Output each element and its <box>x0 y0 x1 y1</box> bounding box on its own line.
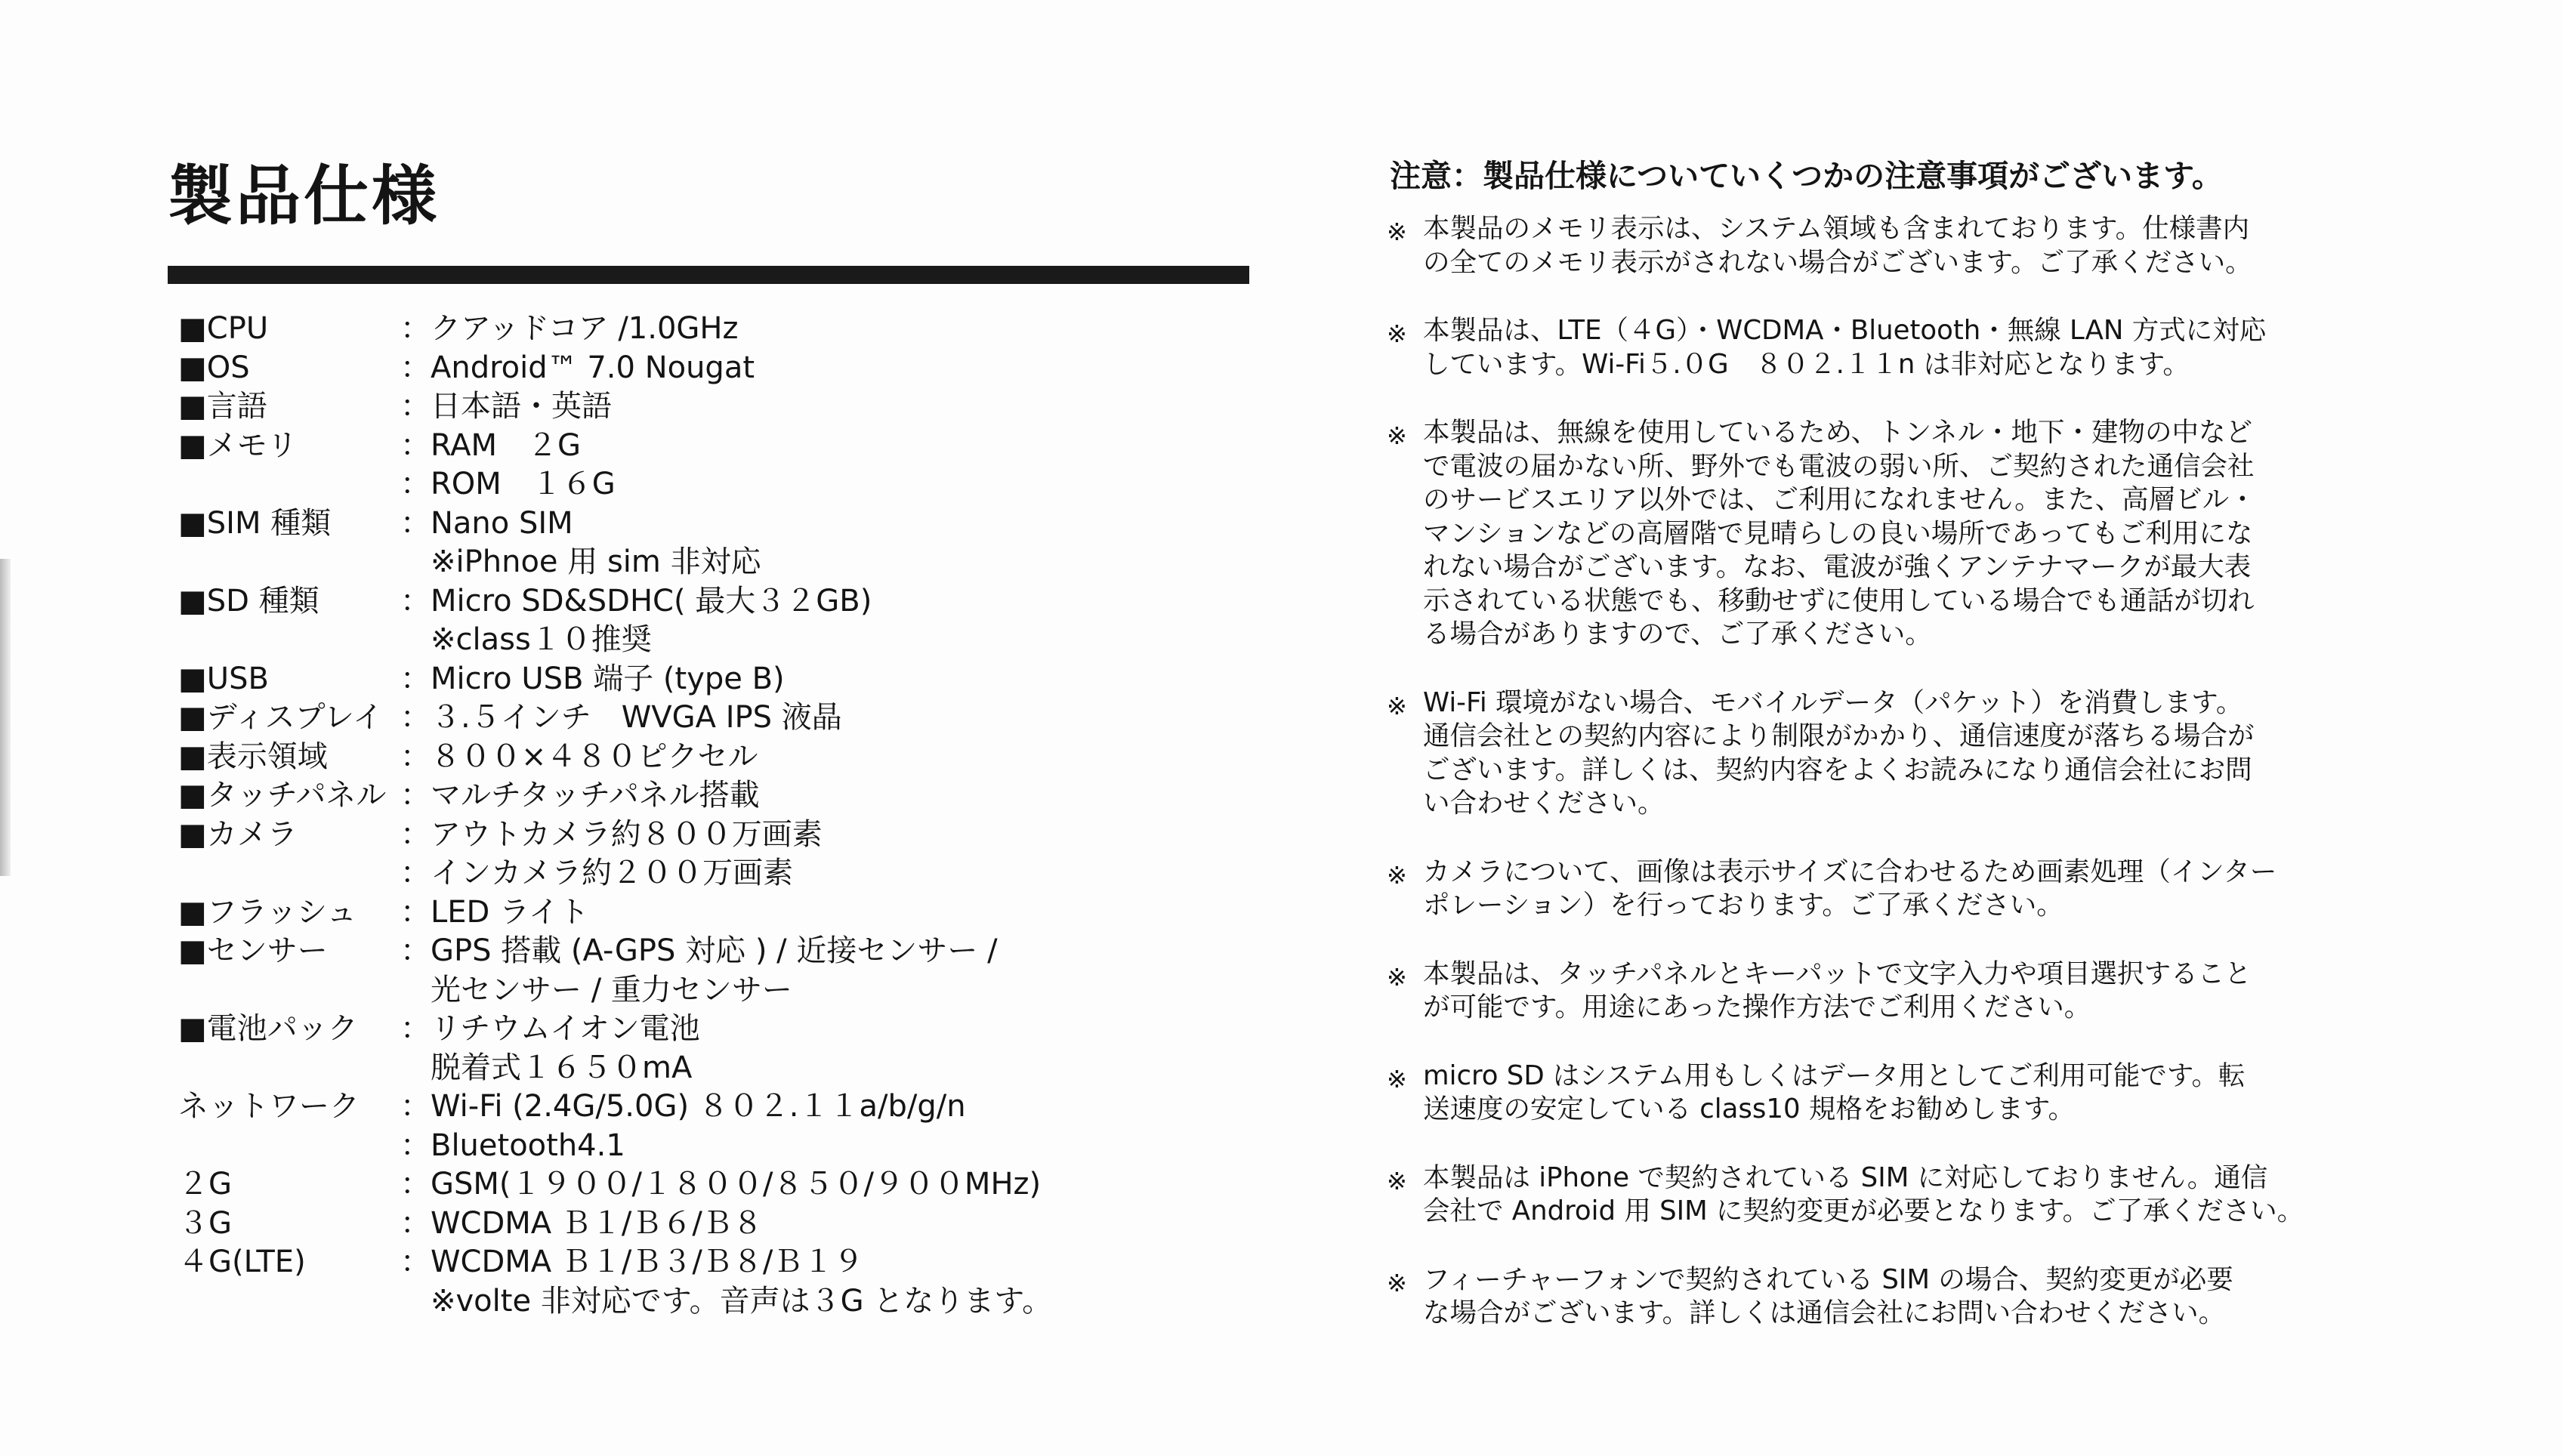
spec-row <box>178 310 1251 349</box>
reference-mark-icon: ※ <box>1387 1268 1407 1297</box>
spec-row <box>178 699 1251 738</box>
notice-text-line: が可能です。用途にあった操作方法でご利用ください。 <box>1423 992 2091 1023</box>
notice-text-line: しています。Wi-Fi５.０G ８０２.１１n は非対応となります。 <box>1423 348 2190 380</box>
notice-text <box>1423 958 2308 1025</box>
notice-item <box>1387 1060 2308 1127</box>
notice-text-line: 本製品は、LTE（４G）・WCDMA・Bluetooth・無線 LAN 方式に対応 <box>1423 315 2267 346</box>
notice-text-line: フィーチャーフォンで契約されている SIM の場合、契約変更が必要 <box>1423 1263 2233 1295</box>
notice-text-line: い合わせください。 <box>1423 788 1665 819</box>
spec-value <box>400 816 1251 893</box>
spec-value-line: 光センサー / 重力センサー <box>400 972 792 1007</box>
spec-label: ■カメラ <box>178 816 298 852</box>
spec-label: ネットワーク <box>178 1089 360 1124</box>
spec-value <box>400 1010 1251 1087</box>
spec-row <box>178 660 1251 699</box>
spec-label: ■SIM 種類 <box>178 505 332 541</box>
spec-value-line: ：Micro USB 端子 (type B) <box>400 661 785 696</box>
spec-label: ２G <box>178 1167 232 1202</box>
spec-value-line: ：LED ライト <box>400 894 589 930</box>
reference-mark-icon: ※ <box>1387 860 1407 890</box>
spec-label: ３G <box>178 1205 232 1241</box>
spec-value-line: ※iPhnoe 用 sim 非対応 <box>400 544 761 579</box>
spec-value <box>400 932 1251 1010</box>
spec-value <box>400 699 1251 738</box>
notice-item <box>1387 958 2308 1025</box>
reference-mark-icon: ※ <box>1387 691 1407 720</box>
spec-label: ■センサー <box>178 933 328 968</box>
spec-value <box>400 427 1251 504</box>
spec-value-line: ：RAM ２G <box>400 427 582 463</box>
notice-text-line: の全てのメモリ表示がされない場合がございます。ご了承ください。 <box>1423 246 2252 278</box>
notice-text-line: 本製品のメモリ表示は、システム領域も含まれております。仕様書内 <box>1423 213 2250 244</box>
notice-text <box>1423 1060 2308 1127</box>
spec-row <box>178 387 1251 427</box>
spec-value-line: ：日本語・英語 <box>400 389 612 424</box>
notice-text <box>1423 1263 2308 1331</box>
spec-value-line: ：Android™ 7.0 Nougat <box>400 350 755 385</box>
notice-text-line: マンションなどの高層階で見晴らしの良い場所であってもご利用にな <box>1423 517 2253 549</box>
spec-row <box>178 1205 1251 1244</box>
spec-section <box>168 151 1255 1319</box>
spec-value-line: ：WCDMA Ｂ１/Ｂ６/Ｂ８ <box>400 1205 763 1241</box>
spec-value-line: ：GPS 搭載 (A-GPS 対応 ) / 近接センサー / <box>400 933 998 968</box>
spec-label: ■メモリ <box>178 427 298 463</box>
spec-value-line: ：アウトカメラ約８００万画素 <box>400 816 823 852</box>
notice-text-line: 本製品は、タッチパネルとキーパットで文字入力や項目選択すること <box>1423 958 2252 989</box>
spec-row <box>178 1010 1251 1087</box>
notice-text-line: 本製品は iPhone で契約されている SIM に対応しておりません。通信 <box>1423 1161 2268 1193</box>
spec-value-line: ：ROM １６G <box>400 467 616 501</box>
spec-label: ■SD 種類 <box>178 583 319 618</box>
spec-value <box>400 1087 1251 1165</box>
reference-mark-icon: ※ <box>1387 421 1407 450</box>
notice-text-line: 会社で Android 用 SIM に契約変更が必要となります。ご了承ください。 <box>1423 1195 2304 1226</box>
spec-row <box>178 582 1251 660</box>
spec-label: ■USB <box>178 661 269 696</box>
notice-text-line: 送速度の安定している class10 規格をお勧めします。 <box>1423 1094 2076 1124</box>
spec-value-line: ：インカメラ約２００万画素 <box>400 856 793 890</box>
spec-label: ■表示領域 <box>178 739 328 774</box>
reference-mark-icon: ※ <box>1387 319 1407 348</box>
spec-value <box>400 738 1251 777</box>
notice-text-line: 本製品は、無線を使用しているため、トンネル・地下・建物の中など <box>1423 417 2253 448</box>
spec-row <box>178 738 1251 777</box>
spec-value-line: 脱着式１６５０mA <box>400 1050 693 1085</box>
notice-text-line: な場合がございます。詳しくは通信会社にお問い合わせください。 <box>1423 1297 2226 1328</box>
notice-item <box>1387 686 2308 821</box>
spec-label: ■フラッシュ <box>178 894 357 930</box>
reference-mark-icon: ※ <box>1387 962 1407 992</box>
spec-value <box>400 310 1251 349</box>
spec-value <box>400 349 1251 388</box>
spec-value <box>400 1205 1251 1244</box>
spec-value-line: ：Micro SD&SDHC( 最大３２GB) <box>400 583 872 618</box>
spec-label: ■タッチパネル <box>178 778 387 813</box>
notice-text-line: ポレーション）を行っております。ご了承ください。 <box>1423 890 2063 921</box>
spec-value-line: ：Bluetooth4.1 <box>400 1127 625 1163</box>
spec-row <box>178 816 1251 893</box>
notice-text-line: れない場合がございます。なお、電波が強くアンテナマークが最大表 <box>1423 551 2252 582</box>
page-spine-shadow <box>0 559 11 876</box>
notice-item <box>1387 314 2308 381</box>
spec-value-line: ：クアッドコア /1.0GHz <box>400 311 739 346</box>
notice-text <box>1423 686 2308 821</box>
notice-item <box>1387 1161 2308 1229</box>
spec-label: ４G(LTE) <box>178 1245 306 1279</box>
spec-value <box>400 893 1251 933</box>
reference-mark-icon: ※ <box>1387 217 1407 246</box>
spec-value <box>400 660 1251 699</box>
notice-text <box>1423 1161 2308 1229</box>
spec-label: ■ディスプレイ <box>178 700 383 735</box>
spec-value-line: ：マルチタッチパネル搭載 <box>400 778 760 813</box>
spec-value-line: ※class１０推奨 <box>400 622 652 657</box>
spec-value <box>400 387 1251 427</box>
spec-table <box>178 310 1251 1321</box>
spec-value-line: ：Nano SIM <box>400 505 573 541</box>
notice-section <box>1387 155 2308 1365</box>
spec-row <box>178 1165 1251 1205</box>
notice-text-line: る場合がありますので、ご了承ください。 <box>1423 618 1932 649</box>
notice-text <box>1423 314 2308 381</box>
spec-value <box>400 582 1251 660</box>
notice-text-line: カメラについて、画像は表示サイズに合わせるため画素処理（インター <box>1423 856 2277 887</box>
spec-value <box>400 776 1251 816</box>
spec-row <box>178 1243 1251 1321</box>
notice-text-line: ございます。詳しくは、契約内容をよくお読みになり通信会社にお問 <box>1423 754 2252 785</box>
notice-text-line: で電波の届かない所、野外でも電波の弱い所、ご契約された通信会社 <box>1423 450 2255 482</box>
spec-value-line: ：３.５インチ WVGA IPS 液晶 <box>400 700 842 735</box>
spec-value <box>400 504 1251 582</box>
spec-label: ■OS <box>178 350 250 385</box>
notice-text-line: のサービスエリア以外では、ご利用になれません。また、高層ビル・ <box>1423 484 2256 515</box>
spec-label: ■CPU <box>178 311 269 346</box>
spec-row <box>178 776 1251 816</box>
spec-value-line: ：リチウムイオン電池 <box>400 1011 700 1046</box>
spec-value-line: ：Wi-Fi (2.4G/5.0G) ８０２.１１a/b/g/n <box>400 1089 966 1124</box>
spec-label: ■言語 <box>178 389 267 424</box>
spec-value-line: ※volte 非対応です。音声は３G となります。 <box>400 1283 1053 1319</box>
spec-label: ■電池パック <box>178 1011 358 1046</box>
notice-item <box>1387 1263 2308 1331</box>
notice-item <box>1387 856 2308 923</box>
notice-text-line: Wi-Fi 環境がない場合、モバイルデータ（パケット）を消費します。 <box>1423 686 2243 718</box>
spec-value <box>400 1165 1251 1205</box>
spec-value-line: ：WCDMA Ｂ１/Ｂ３/Ｂ８/Ｂ１９ <box>400 1245 864 1279</box>
spec-value <box>400 1243 1251 1321</box>
notice-text <box>1423 212 2308 279</box>
spec-row <box>178 427 1251 504</box>
notice-item <box>1387 416 2308 652</box>
reference-mark-icon: ※ <box>1387 1064 1407 1094</box>
notice-text <box>1423 856 2308 923</box>
notice-item <box>1387 212 2308 279</box>
spec-value-line: ：GSM(１９００/１８００/８５０/９００MHz) <box>400 1167 1042 1202</box>
spec-row <box>178 349 1251 388</box>
heading-rule <box>168 266 1249 284</box>
notice-text-line: 通信会社との契約内容により制限がかかり、通信速度が落ちる場合が <box>1423 720 2255 751</box>
reference-mark-icon: ※ <box>1387 1166 1407 1195</box>
notice-text-line: micro SD はシステム用もしくはデータ用としてご利用可能です。転 <box>1423 1060 2246 1091</box>
spec-value-line: ：８００×４８０ピクセル <box>400 739 758 774</box>
notice-title: 注意：製品仕様についていくつかの注意事項がございます。 <box>1390 158 2223 194</box>
notice-text-line: 示されている状態でも、移動せずに使用している場合でも通話が切れ <box>1423 585 2255 616</box>
notice-list <box>1387 212 2308 1331</box>
spec-row <box>178 932 1251 1010</box>
spec-row <box>178 504 1251 582</box>
spec-row <box>178 1087 1251 1165</box>
notice-text <box>1423 416 2308 652</box>
section-heading: 製品仕様 <box>168 159 440 234</box>
spec-row <box>178 893 1251 933</box>
